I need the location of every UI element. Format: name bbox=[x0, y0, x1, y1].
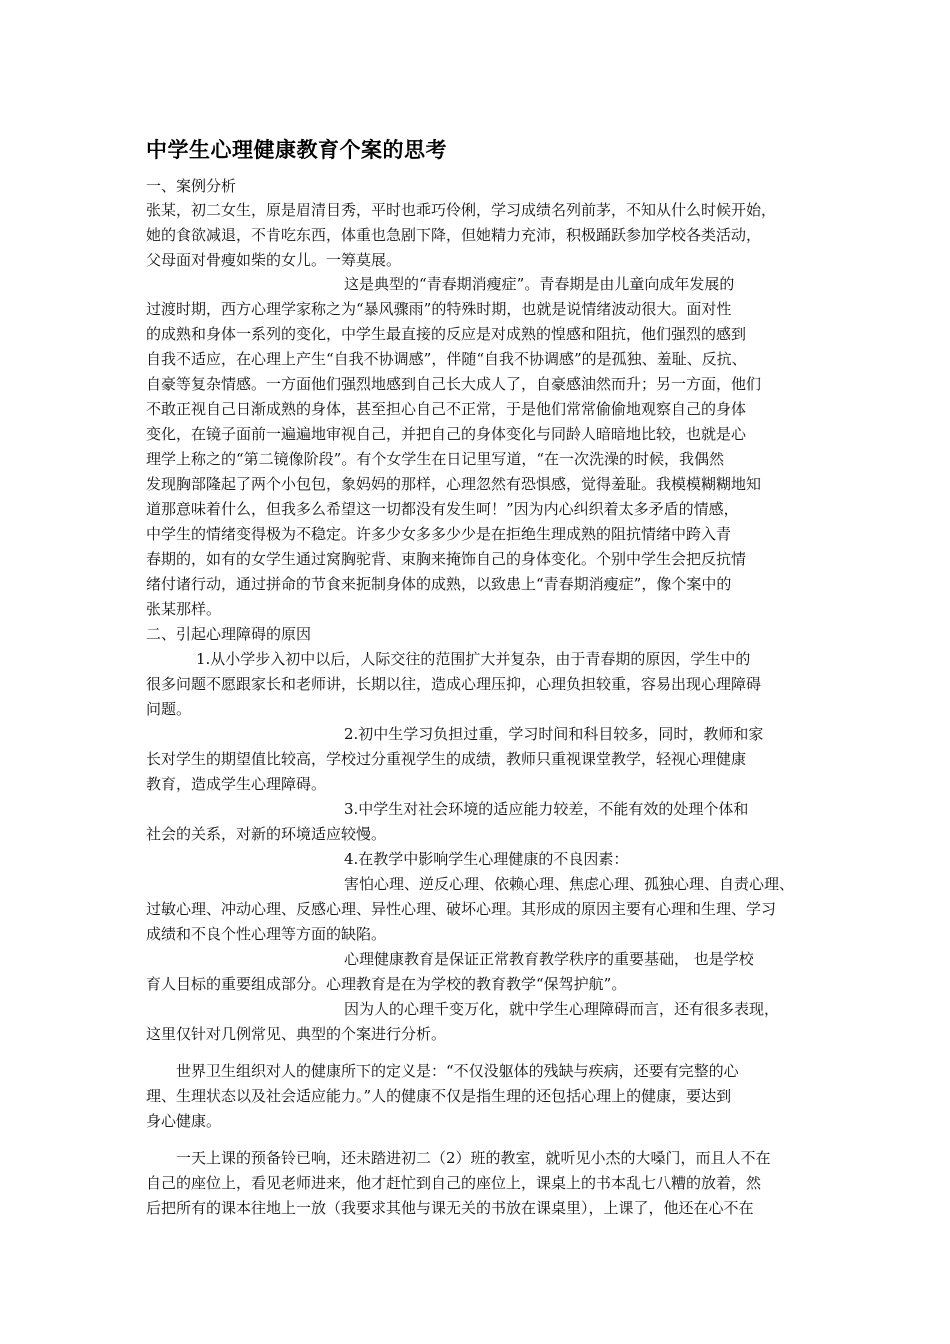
list-item-line: 问题。 bbox=[146, 700, 192, 718]
paragraph-line: 张某，初二女生，原是眉清目秀，平时也乖巧伶俐，学习成绩名列前茅，不知从什么时候开始， bbox=[146, 201, 777, 219]
paragraph-line: 过渡时期，西方心理学家称之为“暴风骤雨”的特殊时期，也就是说情绪波动很大。面对性 bbox=[146, 300, 732, 318]
paragraph-line: 因为人的心理千变万化，就中学生心理障碍而言，还有很多表现， bbox=[344, 1000, 780, 1018]
paragraph-line: 过敏心理、冲动心理、反感心理、异性心理、破坏心理。其形成的原因主要有心理和生理、学习 bbox=[146, 900, 777, 918]
paragraph-line: 不敢正视自己日渐成熟的身体，甚至担心自己不正常，于是他们常常偷偷地观察自己的身体 bbox=[146, 400, 747, 418]
paragraph-line: 绪付诸行动，通过拼命的节食来扼制身体的成熟，以致患上“青春期消瘦症”，像个案中的 bbox=[146, 575, 732, 593]
paragraph-line: 一天上课的预备铃已响，还未踏进初二（2）班的教室，就听见小杰的大嗓门，而且人不在 bbox=[176, 1149, 771, 1167]
section-heading: 一、案例分析 bbox=[146, 177, 237, 195]
paragraph-line: 自我不适应，在心理上产生“自我不协调感”，伴随“自我不协调感”的是孤独、羞耻、反抗、 bbox=[146, 350, 747, 368]
list-item-line: 长对学生的期望值比较高，学校过分重视学生的成绩，教师只重视课堂教学，轻视心理健康 bbox=[146, 750, 747, 768]
list-item-line: 社会的关系，对新的环境适应较慢。 bbox=[146, 825, 387, 843]
paragraph-line: 她的食欲减退，不肯吃东西，体重也急剧下降，但她精力充沛，积极踊跃参加学校各类活动， bbox=[146, 226, 762, 244]
section-heading: 二、引起心理障碍的原因 bbox=[146, 625, 312, 643]
paragraph-line: 理学上称之的“第二镜像阶段”。有个女学生在日记里写道，“在一次洗澡的时候，我偶然 bbox=[146, 450, 725, 468]
paragraph-line: 道那意味着什么，但我多么希望这一切都没有发生呵！”因为内心纠织着太多矛盾的情感， bbox=[146, 500, 739, 518]
paragraph-line: 变化，在镜子面前一遍遍地审视自己，并把自己的身体变化与同龄人暗暗地比较，也就是心 bbox=[146, 425, 747, 443]
paragraph-line: 心理健康教育是保证正常教育教学秩序的重要基础， 也是学校 bbox=[344, 950, 754, 968]
paragraph-line: 张某那样。 bbox=[146, 600, 222, 618]
paragraph-line: 世界卫生组织对人的健康所下的定义是：“不仅没躯体的残缺与疾病，还要有完整的心 bbox=[176, 1062, 739, 1080]
paragraph-line: 自己的座位上，看见老师进来，他才赶忙到自己的座位上，课桌上的书本乱七八糟的放着，然 bbox=[146, 1174, 762, 1192]
paragraph-line: 发现胸部隆起了两个小包包，象妈妈的那样，心理忽然有恐惧感，觉得羞耻。我模模糊糊地知 bbox=[146, 475, 762, 493]
paragraph-line: 这是典型的“青春期消瘦症”。青春期是由儿童向成年发展的 bbox=[344, 275, 735, 293]
paragraph-line: 自豪等复杂情感。一方面他们强烈地感到自己长大成人了，自豪感油然而升；另一方面，他们 bbox=[146, 375, 762, 393]
list-item-line: 教育，造成学生心理障碍。 bbox=[146, 775, 327, 793]
paragraph-line: 身心健康。 bbox=[146, 1112, 222, 1130]
list-item-line: 4.在教学中影响学生心理健康的不良因素： bbox=[344, 850, 629, 868]
paragraph-line: 这里仅针对几例常见、典型的个案进行分析。 bbox=[146, 1025, 447, 1043]
paragraph-line: 春期的，如有的女学生通过窝胸驼背、束胸来掩饰自己的身体变化。个别中学生会把反抗情 bbox=[146, 550, 747, 568]
paragraph-line: 育人目标的重要组成部分。心理教育是在为学校的教育教学“保驾护航”。 bbox=[146, 975, 627, 993]
list-item-line: 1.从小学步入初中以后，人际交往的范围扩大并复杂，由于青春期的原因，学生中的 bbox=[196, 650, 751, 668]
paragraph-line: 害怕心理、逆反心理、依赖心理、焦虑心理、孤独心理、自责心理、 bbox=[344, 875, 795, 893]
paragraph-line: 父母面对骨瘦如柴的女儿。一筹莫展。 bbox=[146, 251, 402, 269]
paragraph-line: 的成熟和身体一系列的变化，中学生最直接的反应是对成熟的惶感和阻抗，他们强烈的感到 bbox=[146, 325, 747, 343]
paragraph-line: 后把所有的课本往地上一放（我要求其他与课无关的书放在课桌里），上课了，他还在心不在 bbox=[146, 1199, 754, 1217]
document-title: 中学生心理健康教育个案的思考 bbox=[146, 138, 447, 162]
list-item-line: 很多问题不愿跟家长和老师讲，长期以往，造成心理压抑，心理负担较重，容易出现心理障碍 bbox=[146, 675, 762, 693]
paragraph-line: 理、生理状态以及社会适应能力。”人的健康不仅是指生理的还包括心理上的健康，要达到 bbox=[146, 1087, 732, 1105]
paragraph-line: 中学生的情绪变得极为不稳定。许多少女多多少少是在拒绝生理成熟的阻抗情绪中跨入青 bbox=[146, 525, 732, 543]
list-item-line: 3.中学生对社会环境的适应能力较差，不能有效的处理个体和 bbox=[344, 800, 749, 818]
paragraph-line: 成绩和不良个性心理等方面的缺陷。 bbox=[146, 925, 387, 943]
list-item-line: 2.初中生学习负担过重，学习时间和科目较多，同时，教师和家 bbox=[344, 725, 764, 743]
